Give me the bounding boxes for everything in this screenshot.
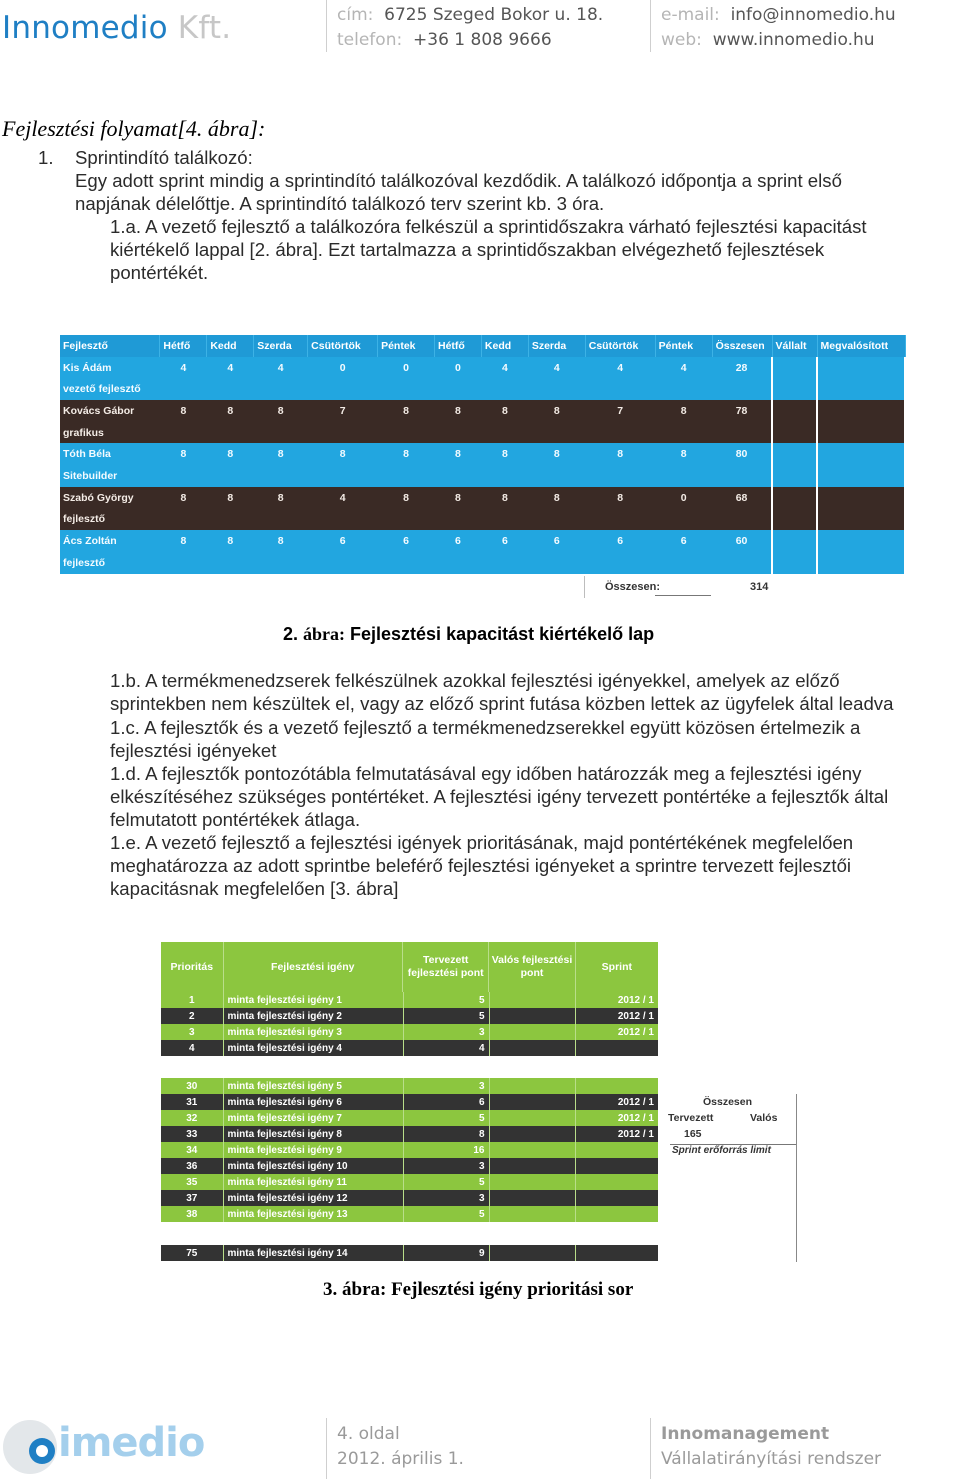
capacity-cell	[160, 378, 207, 400]
request-cell: minta fejlesztési igény 7	[223, 1110, 403, 1126]
priority-cell: 30	[161, 1078, 223, 1094]
priority-group-2	[161, 1078, 658, 1222]
capacity-cell	[772, 378, 817, 400]
capacity-cell: 8	[207, 487, 254, 509]
priority-cell: 2	[161, 1008, 223, 1024]
capacity-cell	[254, 378, 308, 400]
sprint-cell: 2012 / 1	[575, 1110, 658, 1126]
header-cell: Kedd	[481, 335, 528, 357]
capacity-row	[60, 400, 905, 422]
capacity-cell	[528, 378, 585, 400]
capacity-cell: 8	[254, 400, 308, 422]
planned-cell: 4	[403, 1040, 489, 1056]
sprint-cell	[575, 1206, 658, 1222]
planned-cell: 5	[403, 1008, 489, 1024]
request-cell: minta fejlesztési igény 8	[223, 1126, 403, 1142]
capacity-cell	[817, 378, 905, 400]
capacity-cell: 8	[207, 530, 254, 552]
capacity-cell	[712, 465, 772, 487]
capacity-cell	[254, 552, 308, 574]
header-cell: Szerda	[528, 335, 585, 357]
capacity-cell: 8	[160, 443, 207, 465]
capacity-cell	[207, 509, 254, 531]
subitem-1c: 1.c. A fejlesztők és a vezető fejlesztő a termékmenedzserekkel együtt közösen értelmezik a fejlesztési igényeket	[110, 717, 861, 761]
sum-note: Sprint erőforrás limit	[672, 1145, 771, 1156]
priority-row	[161, 1126, 658, 1142]
developer-name: Tóth Béla	[60, 443, 160, 465]
planned-cell: 16	[403, 1142, 489, 1158]
capacity-cell	[772, 530, 817, 552]
sprint-cell: 2012 / 1	[575, 1008, 658, 1024]
planned-cell: 5	[403, 992, 489, 1008]
total-underline	[655, 595, 711, 596]
capacity-cell	[817, 509, 905, 531]
real-cell	[489, 1078, 575, 1094]
capacity-cell: 8	[378, 443, 435, 465]
capacity-cell: 7	[308, 400, 378, 422]
capacity-row	[60, 509, 905, 531]
developer-name: Szabó György	[60, 487, 160, 509]
priority-row	[161, 1040, 658, 1056]
item-title: Sprintindító találkozó:	[75, 147, 253, 168]
capacity-cell: 6	[435, 530, 482, 552]
capacity-cell	[655, 378, 712, 400]
priority-row	[161, 1245, 658, 1261]
capacity-cell: 68	[712, 487, 772, 509]
capacity-cell	[378, 422, 435, 444]
request-cell: minta fejlesztési igény 10	[223, 1158, 403, 1174]
request-cell: minta fejlesztési igény 12	[223, 1190, 403, 1206]
sprint-cell	[575, 1078, 658, 1094]
capacity-cell: 8	[254, 530, 308, 552]
capacity-cell	[585, 509, 655, 531]
real-cell	[489, 1110, 575, 1126]
developer-name: fejlesztő	[60, 509, 160, 531]
priority-cell: 31	[161, 1094, 223, 1110]
capacity-cell	[585, 465, 655, 487]
priority-cell: 75	[161, 1245, 223, 1261]
capacity-cell	[772, 552, 817, 574]
request-cell: minta fejlesztési igény 5	[223, 1078, 403, 1094]
capacity-cell: 8	[528, 487, 585, 509]
real-cell	[489, 1190, 575, 1206]
header-cell: Fejlesztő	[60, 335, 160, 357]
real-cell	[489, 1174, 575, 1190]
sprint-cell: 2012 / 1	[575, 1126, 658, 1142]
priority-group-1	[161, 992, 658, 1056]
capacity-cell: 6	[528, 530, 585, 552]
priority-row	[161, 1158, 658, 1174]
capacity-cell: 8	[160, 487, 207, 509]
capacity-cell: 8	[528, 443, 585, 465]
capacity-cell	[481, 378, 528, 400]
sum-real-label: Valós	[750, 1112, 778, 1124]
capacity-cell	[308, 509, 378, 531]
priority-table-header	[161, 942, 658, 992]
capacity-cell: 4	[585, 357, 655, 379]
capacity-cell: 7	[585, 400, 655, 422]
capacity-cell	[655, 552, 712, 574]
capacity-cell: 8	[160, 530, 207, 552]
capacity-cell	[435, 422, 482, 444]
footer-divider	[650, 1418, 651, 1479]
request-cell: minta fejlesztési igény 9	[223, 1142, 403, 1158]
planned-cell: 6	[403, 1094, 489, 1110]
footer-divider	[326, 1418, 327, 1479]
capacity-cell: 4	[308, 487, 378, 509]
capacity-cell	[712, 378, 772, 400]
capacity-cell: 6	[585, 530, 655, 552]
capacity-cell	[585, 552, 655, 574]
real-cell	[489, 1206, 575, 1222]
capacity-cell: 80	[712, 443, 772, 465]
request-cell: minta fejlesztési igény 3	[223, 1024, 403, 1040]
planned-cell: 5	[403, 1174, 489, 1190]
header-cell: Megvalósított	[817, 335, 905, 357]
capacity-header-row	[60, 335, 905, 357]
capacity-cell	[712, 552, 772, 574]
capacity-cell	[772, 443, 817, 465]
sum-vline	[796, 1094, 797, 1262]
subitem-1a: 1.a. A vezető fejlesztő a találkozóra felkészül a sprintidőszakra várható fejlesztési kapacitást kiértékelő lappal [2. ábra]. Ezt tartalmazza a sprintidőszakban elvégezhető fejlesztések pontértékét.	[110, 216, 867, 283]
priority-cell: 38	[161, 1206, 223, 1222]
priority-row	[161, 1024, 658, 1040]
capacity-cell	[308, 552, 378, 574]
capacity-cell: 8	[207, 443, 254, 465]
capacity-cell	[207, 465, 254, 487]
col-request: Fejlesztési igény	[224, 942, 404, 992]
capacity-cell	[655, 465, 712, 487]
planned-cell: 5	[403, 1110, 489, 1126]
request-cell: minta fejlesztési igény 14	[223, 1245, 403, 1261]
capacity-cell	[160, 465, 207, 487]
sprint-cell	[575, 1158, 658, 1174]
header-cell: Kedd	[207, 335, 254, 357]
capacity-cell	[378, 378, 435, 400]
capacity-cell	[308, 465, 378, 487]
header-cell: Csütörtök	[585, 335, 655, 357]
capacity-cell	[817, 552, 905, 574]
capacity-cell: 8	[254, 443, 308, 465]
capacity-cell: 8	[435, 400, 482, 422]
capacity-row	[60, 378, 905, 400]
priority-cell: 36	[161, 1158, 223, 1174]
capacity-cell: 8	[481, 443, 528, 465]
sprint-cell: 2012 / 1	[575, 1094, 658, 1110]
capacity-cell	[817, 400, 905, 422]
capacity-cell: 8	[481, 400, 528, 422]
priority-cell: 33	[161, 1126, 223, 1142]
request-cell: minta fejlesztési igény 11	[223, 1174, 403, 1190]
capacity-cell: 8	[435, 487, 482, 509]
planned-cell: 8	[403, 1126, 489, 1142]
sprint-cell	[575, 1142, 658, 1158]
col-priority: Prioritás	[161, 942, 224, 992]
subitem-1d: 1.d. A fejlesztők pontozótábla felmutatásával egy időben határozzák meg a fejlesztési igény elkészítéséhez szükséges pontértéket. A fejlesztési igény tervezett pontértéke a fejlesztők által felmutatott pontértékek átlaga.	[110, 763, 889, 830]
real-cell	[489, 1142, 575, 1158]
priority-row	[161, 1078, 658, 1094]
capacity-cell: 8	[160, 400, 207, 422]
sum-planned-label: Tervezett	[668, 1112, 714, 1124]
priority-row	[161, 1094, 658, 1110]
capacity-cell	[435, 509, 482, 531]
sum-box	[660, 1094, 800, 1262]
capacity-cell	[655, 422, 712, 444]
header-cell: Vállalt	[772, 335, 817, 357]
capacity-cell: 0	[308, 357, 378, 379]
planned-cell: 9	[403, 1245, 489, 1261]
capacity-cell: 8	[481, 487, 528, 509]
header-web: e-mail: info@innomedio.hu web: www.innomedio.hu	[661, 5, 896, 50]
capacity-cell	[585, 378, 655, 400]
priority-row	[161, 992, 658, 1008]
request-cell: minta fejlesztési igény 1	[223, 992, 403, 1008]
capacity-row	[60, 552, 905, 574]
capacity-cell: 0	[655, 487, 712, 509]
priority-row	[161, 1206, 658, 1222]
capacity-cell: 6	[308, 530, 378, 552]
planned-cell: 3	[403, 1190, 489, 1206]
capacity-cell: 8	[378, 400, 435, 422]
capacity-cell: 8	[528, 400, 585, 422]
header-cell: Péntek	[655, 335, 712, 357]
real-cell	[489, 1094, 575, 1110]
footer-logo	[2, 1418, 205, 1476]
capacity-cell: 4	[160, 357, 207, 379]
total-value: 314	[750, 581, 769, 593]
capacity-cell: 8	[655, 400, 712, 422]
capacity-row	[60, 530, 905, 552]
capacity-cell	[817, 530, 905, 552]
capacity-cell: 6	[378, 530, 435, 552]
capacity-cell	[481, 465, 528, 487]
priority-cell: 1	[161, 992, 223, 1008]
developer-name: Ács Zoltán	[60, 530, 160, 552]
capacity-cell	[160, 509, 207, 531]
subitem-1e: 1.e. A vezető fejlesztő a fejlesztési igények prioritásának, majd pontértékének megfelelően meghatározza az adott sprintbe beleférő fejlesztési igényeket a sprintre tervezett fejlesztői kapacitásnak megfelelően [3. ábra]	[110, 832, 854, 899]
capacity-row	[60, 443, 905, 465]
sprint-cell	[575, 1245, 658, 1261]
capacity-cell	[817, 443, 905, 465]
logo-text: imedio	[58, 1420, 205, 1466]
capacity-cell	[378, 552, 435, 574]
capacity-cell: 8	[585, 443, 655, 465]
developer-name: fejlesztő	[60, 552, 160, 574]
sprint-cell	[575, 1190, 658, 1206]
capacity-cell	[435, 552, 482, 574]
capacity-cell	[207, 378, 254, 400]
capacity-cell	[207, 552, 254, 574]
capacity-cell	[655, 509, 712, 531]
capacity-cell: 8	[254, 487, 308, 509]
figure-caption: 2. ábra: Fejlesztési kapacitást kiértékelő lap	[283, 624, 655, 644]
header-cell: Hétfő	[435, 335, 482, 357]
real-cell	[489, 992, 575, 1008]
capacity-cell	[585, 422, 655, 444]
capacity-cell	[160, 422, 207, 444]
header-divider	[650, 0, 651, 52]
total-label: Összesen:	[605, 581, 661, 593]
planned-cell: 3	[403, 1158, 489, 1174]
header-cell: Összesen	[712, 335, 772, 357]
header-cell: Csütörtök	[308, 335, 378, 357]
capacity-cell	[207, 422, 254, 444]
capacity-cell	[772, 422, 817, 444]
capacity-cell: 6	[481, 530, 528, 552]
header-divider	[326, 0, 327, 52]
real-cell	[489, 1040, 575, 1056]
priority-cell: 3	[161, 1024, 223, 1040]
capacity-cell: 6	[655, 530, 712, 552]
sprint-cell: 2012 / 1	[575, 992, 658, 1008]
capacity-cell	[712, 509, 772, 531]
capacity-cell: 28	[712, 357, 772, 379]
footer-product: Innomanagement Vállalatirányítási rendszer	[661, 1424, 882, 1469]
capacity-cell: 0	[378, 357, 435, 379]
capacity-cell	[254, 422, 308, 444]
sprint-cell	[575, 1040, 658, 1056]
col-real: Valós fejlesztési pont	[489, 942, 575, 992]
planned-cell: 3	[403, 1024, 489, 1040]
developer-name: grafikus	[60, 422, 160, 444]
sprint-cell: 2012 / 1	[575, 1024, 658, 1040]
capacity-cell	[712, 422, 772, 444]
header-cell: Péntek	[378, 335, 435, 357]
capacity-cell: 8	[207, 400, 254, 422]
capacity-cell	[308, 422, 378, 444]
capacity-cell: 4	[254, 357, 308, 379]
capacity-cell	[817, 487, 905, 509]
request-cell: minta fejlesztési igény 2	[223, 1008, 403, 1024]
capacity-cell	[378, 509, 435, 531]
capacity-cell	[772, 400, 817, 422]
capacity-table	[60, 335, 906, 574]
capacity-cell	[528, 422, 585, 444]
capacity-row	[60, 422, 905, 444]
sum-title: Összesen	[703, 1096, 753, 1108]
priority-row	[161, 1110, 658, 1126]
item-number: 1.	[38, 147, 54, 168]
header-cell: Hétfő	[160, 335, 207, 357]
capacity-cell	[772, 487, 817, 509]
developer-name: vezető fejlesztő	[60, 378, 160, 400]
item-paragraph: Egy adott sprint mindig a sprintindító találkozóval kezdődik. A találkozó időpontja a sprint első napjának délelőttje. A sprintindító találkozó terv szerint kb. 3 óra.	[75, 170, 842, 214]
priority-row	[161, 1008, 658, 1024]
capacity-row	[60, 357, 905, 379]
real-cell	[489, 1245, 575, 1261]
priority-cell: 4	[161, 1040, 223, 1056]
real-cell	[489, 1158, 575, 1174]
priority-cell: 32	[161, 1110, 223, 1126]
request-cell: minta fejlesztési igény 4	[223, 1040, 403, 1056]
capacity-row	[60, 487, 905, 509]
capacity-cell: 8	[585, 487, 655, 509]
capacity-cell	[528, 465, 585, 487]
priority-cell: 37	[161, 1190, 223, 1206]
priority-row	[161, 1174, 658, 1190]
capacity-cell	[435, 378, 482, 400]
sum-planned-value: 165	[684, 1128, 702, 1140]
capacity-cell: 4	[481, 357, 528, 379]
header-cell: Szerda	[254, 335, 308, 357]
priority-cell: 34	[161, 1142, 223, 1158]
capacity-cell: 60	[712, 530, 772, 552]
capacity-cell	[254, 509, 308, 531]
priority-row	[161, 1190, 658, 1206]
total-row	[584, 576, 907, 598]
planned-cell: 3	[403, 1078, 489, 1094]
request-cell: minta fejlesztési igény 13	[223, 1206, 403, 1222]
capacity-cell	[481, 509, 528, 531]
planned-cell: 5	[403, 1206, 489, 1222]
capacity-cell	[308, 378, 378, 400]
developer-name: Kis Ádám	[60, 357, 160, 379]
section-title: Fejlesztési folyamat[4. ábra]:	[2, 116, 266, 141]
real-cell	[489, 1008, 575, 1024]
capacity-cell	[817, 422, 905, 444]
capacity-cell: 8	[308, 443, 378, 465]
capacity-cell	[817, 465, 905, 487]
capacity-cell	[772, 465, 817, 487]
priority-cell: 35	[161, 1174, 223, 1190]
priority-group-3	[161, 1245, 658, 1261]
brand-logo: Innomedio Kft.	[2, 10, 232, 46]
capacity-cell	[378, 465, 435, 487]
col-sprint: Sprint	[576, 942, 658, 992]
subitem-1b: 1.b. A termékmenedzserek felkészülnek azokkal fejlesztési igényekkel, amelyek az előző sprintekben nem készültek el, vagy az előző sprint futása közben lettek az ügyfelek által leadva	[110, 670, 894, 714]
priority-row	[161, 1142, 658, 1158]
capacity-cell	[481, 552, 528, 574]
capacity-cell	[817, 357, 905, 379]
capacity-cell: 8	[655, 443, 712, 465]
capacity-cell: 0	[435, 357, 482, 379]
capacity-cell: 4	[528, 357, 585, 379]
capacity-cell: 8	[378, 487, 435, 509]
capacity-cell	[528, 552, 585, 574]
developer-name: Kovács Gábor	[60, 400, 160, 422]
capacity-cell: 4	[655, 357, 712, 379]
capacity-cell	[435, 465, 482, 487]
capacity-cell: 78	[712, 400, 772, 422]
capacity-cell: 8	[435, 443, 482, 465]
real-cell	[489, 1126, 575, 1142]
capacity-cell	[160, 552, 207, 574]
header-contact: cím: 6725 Szeged Bokor u. 18. telefon: +36 1 808 9666	[337, 5, 604, 50]
capacity-cell	[254, 465, 308, 487]
developer-name: Sitebuilder	[60, 465, 160, 487]
figure3-caption: 3. ábra: Fejlesztési igény prioritási sor	[323, 1279, 634, 1300]
capacity-row	[60, 465, 905, 487]
capacity-cell: 4	[207, 357, 254, 379]
footer-page: 4. oldal 2012. április 1.	[337, 1424, 464, 1469]
sprint-cell	[575, 1174, 658, 1190]
capacity-cell	[772, 509, 817, 531]
request-cell: minta fejlesztési igény 6	[223, 1094, 403, 1110]
capacity-cell	[528, 509, 585, 531]
capacity-cell	[481, 422, 528, 444]
col-planned: Tervezett fejlesztési pont	[403, 942, 489, 992]
capacity-cell	[772, 357, 817, 379]
real-cell	[489, 1024, 575, 1040]
